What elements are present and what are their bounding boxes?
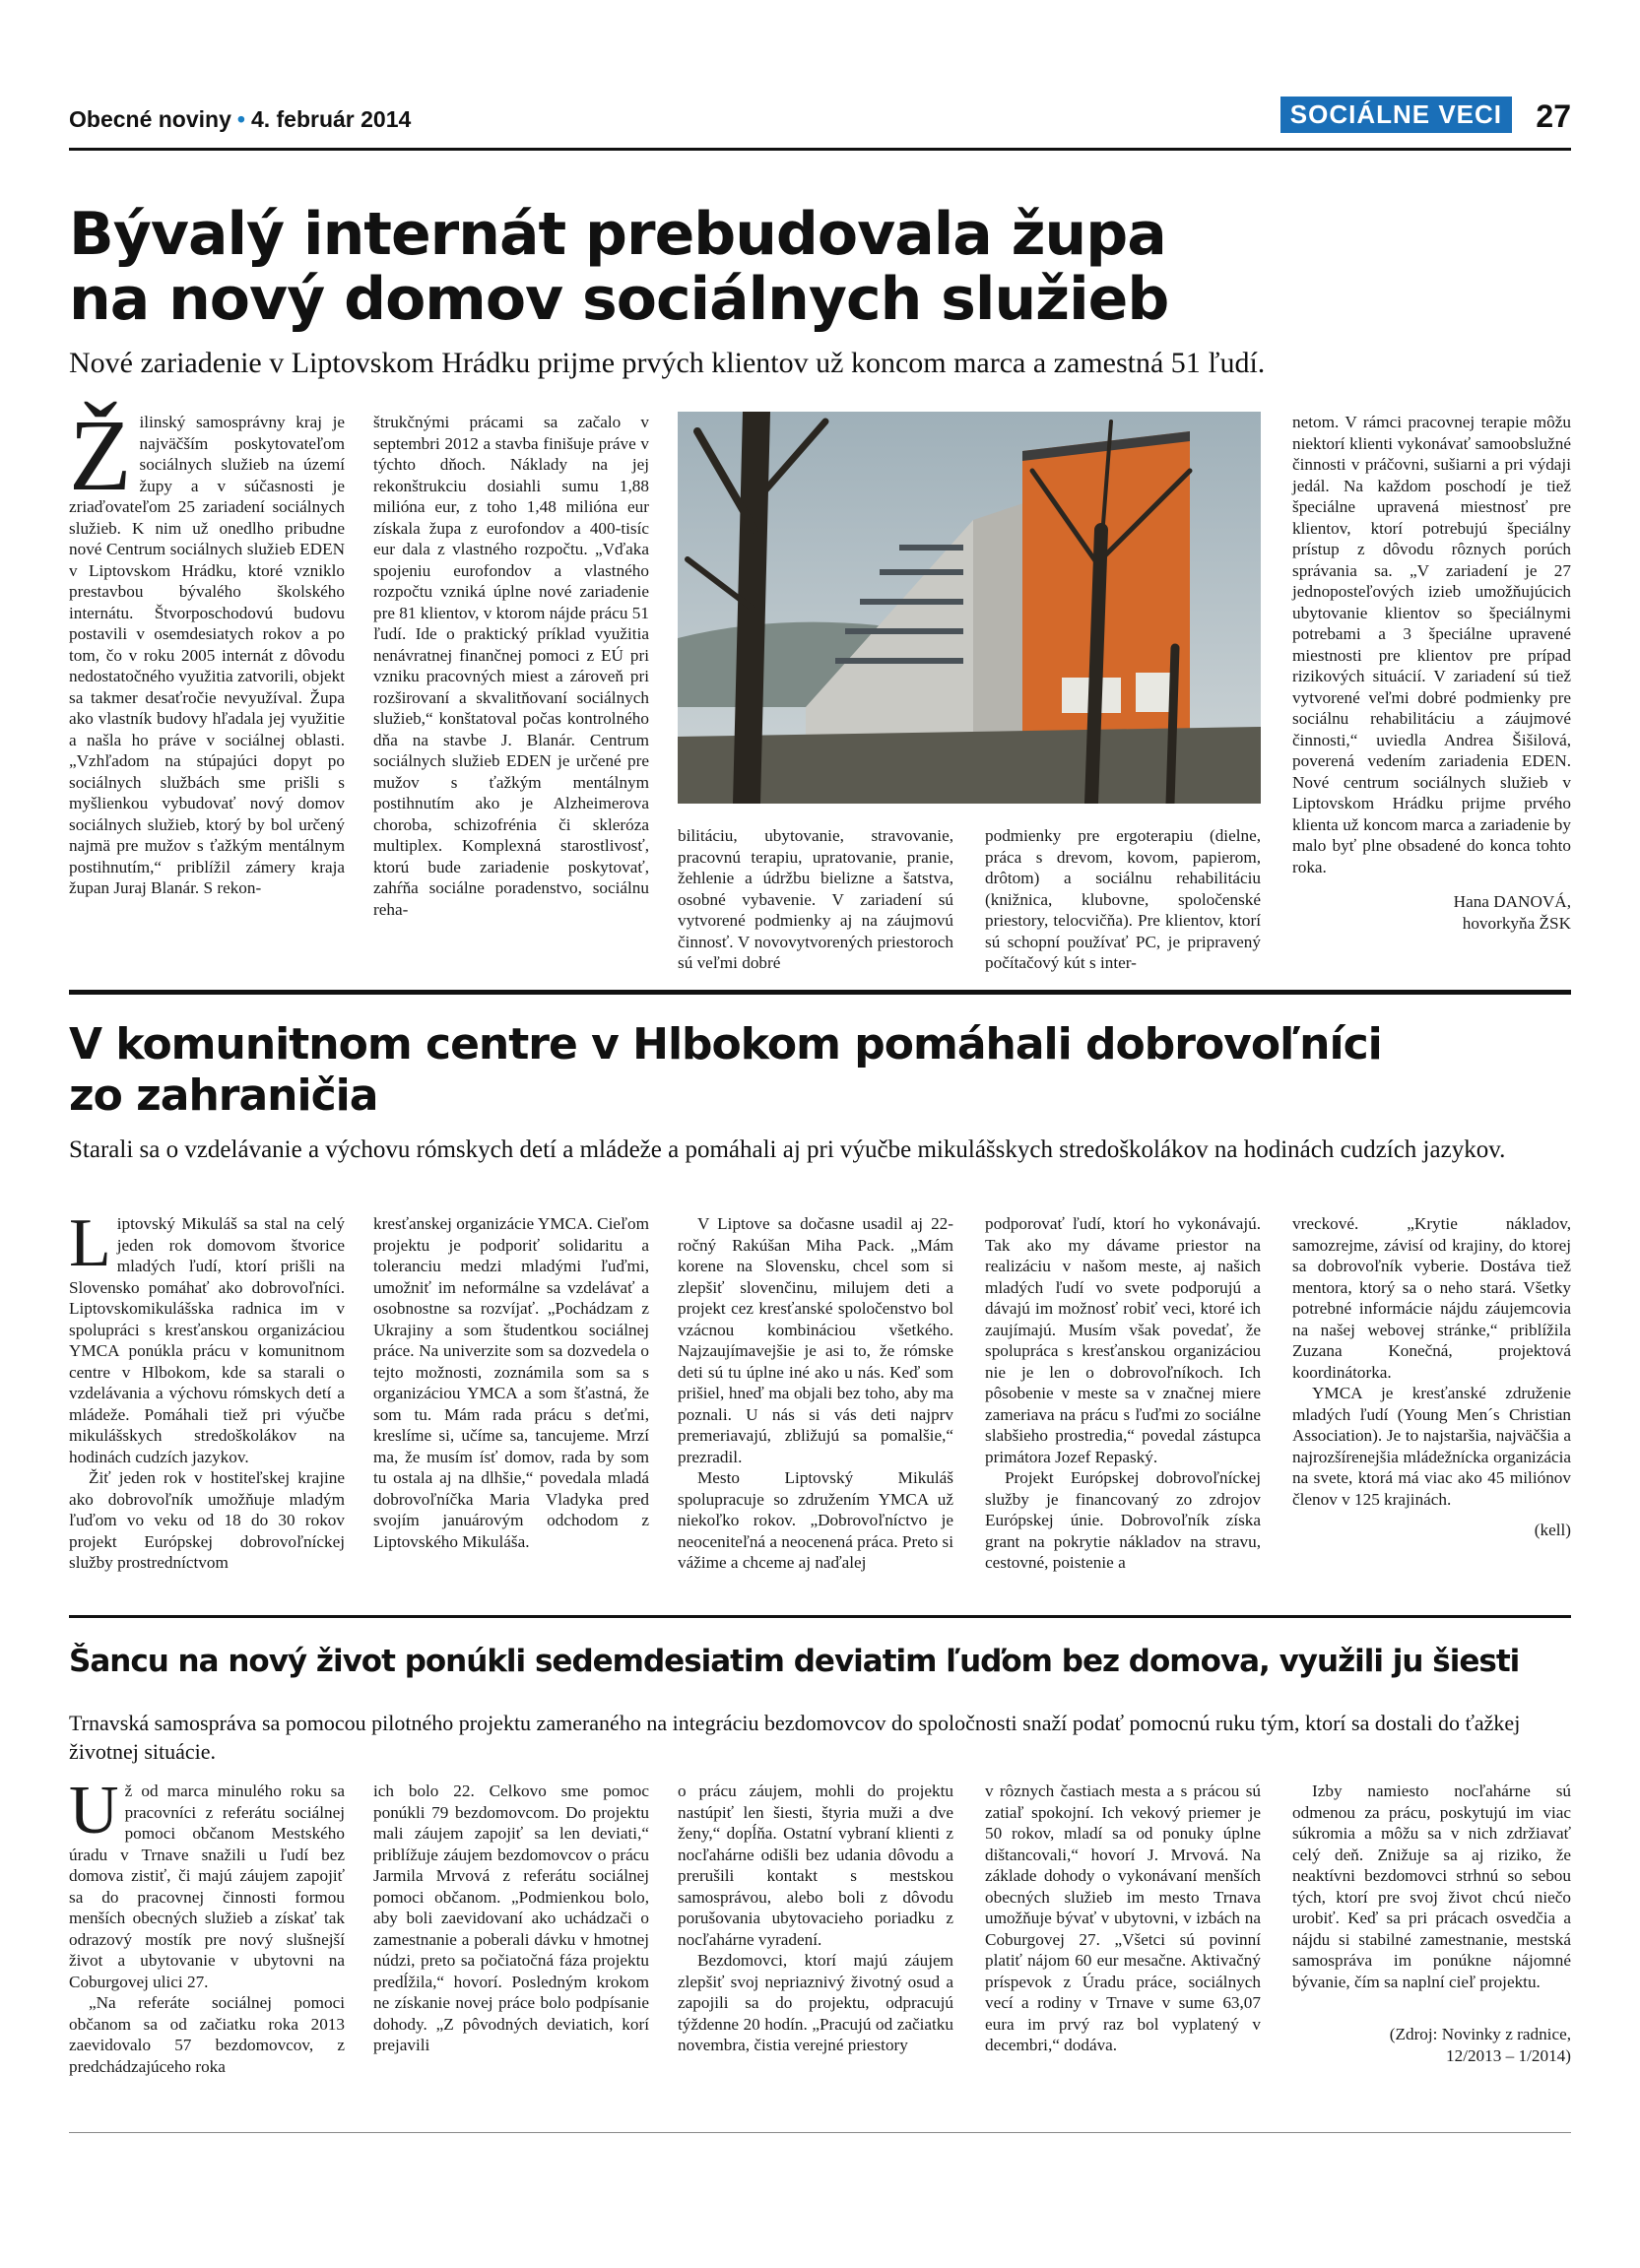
body-text: YMCA je kresťanské združenie mladých ľudí (Young Men´s Christian Association). Je to najstaršia, najväčšia a najrozšírenejšia mládežnícka organizácia na svete, ktorá má viac ako 45 miliónov členov v 125 krajinách. (1292, 1384, 1571, 1509)
article2-headline (69, 1019, 1571, 1122)
source-note (1292, 2024, 1571, 2066)
header-divider (69, 148, 1571, 151)
source-line: (Zdroj: Novinky z radnice, (1389, 2025, 1571, 2043)
article3-column-3 (678, 1781, 953, 2056)
building-photo-image (678, 412, 1261, 804)
article1-lead: Nové zariadenie v Liptovskom Hrádku prijme prvých klientov už koncom marca a zamestná 51 ľudí. (69, 347, 1266, 379)
issue-date: 4. február 2014 (250, 106, 412, 132)
body-text: V Liptove sa dočasne usadil aj 22-ročný Rakúšan Miha Pack. „Mám korene na Slovensku, chcel som si zlepšiť slovenčinu, milujem deti a projekt cez kresťanské spoločenstvo bol vzácnou kombináciou všetkého. Najzaujímavejšie je asi to, že rómske deti sú tu úplne iné ako u nás. Keď som prišiel, hneď ma objali bez toho, aby ma poznali. U nás si vás deti najprv premeriavajú, zbližujú sa pomalšie,“ prezradil. (678, 1214, 953, 1466)
article1-column-5 (1292, 412, 1571, 934)
page-number: 27 (1536, 98, 1571, 134)
article3-column-1 (69, 1773, 345, 2077)
headline-line: Bývalý internát prebudovala župa (69, 200, 1166, 269)
article2-column-4 (985, 1213, 1261, 1574)
article3-headline: Šancu na nový život ponúkli sedemdesiatim deviatim ľuďom bez domova, využili ju šiesti (69, 1644, 1520, 1679)
bullet-icon: • (236, 106, 245, 132)
article-divider (69, 1615, 1571, 1618)
article3-column-2: ich bolo 22. Celkovo sme pomoc ponúkli 79 bezdomovcom. Do projektu mali záujem zapojiť sa len deviati,“ priblížuje záujem bezdomovcov o prácu Jarmila Mrvová z referátu sociálnej pomoci občanom. „Podmienkou bolo, aby boli zaevidovaní ako uchádzači o zamestnanie a poberali dávku v hmotnej núdzi, preto sa počiatočná fáza projektu predĺžila,“ hovorí. Posledným krokom ne získanie novej práce bolo podpísanie dohody. „Z pôvodných deviatich, korí prejavili (373, 1782, 649, 2054)
article2-lead: Starali sa o vzdelávanie a výchovu rómskych detí a mládeže a pomáhali aj pri výučbe mikulášskych stredoškolákov na hodinách cudzích jazykov. (69, 1136, 1506, 1163)
author-signature: (kell) (1534, 1521, 1571, 1539)
page-bottom-rule (69, 2132, 1571, 2133)
body-text: Bezdomovci, ktorí majú záujem zlepšiť svoj nepriaznivý životný osud a zapojili sa do projektu, odpracujú týždenne 20 hodín. „Pracujú od začiatku novembra, čistia verejné priestory (678, 1951, 953, 2054)
drop-cap: Ž (69, 399, 132, 512)
article3-column-5 (1292, 1781, 1571, 2066)
author-name: Hana DANOVÁ, (1453, 892, 1571, 911)
source-line: 12/2013 – 1/2014) (1446, 2045, 1571, 2065)
article1-column-2: štrukčnými prácami sa začalo v septembri 2012 a stavba finišuje práve v týchto dňoch. Náklady na jej rekonštrukciu dosiahli sumu 1,88 milióna eur, z toho 1,48 milióna eur získala župa z eurofondov a 400-tisíc eur dala z vlastného rozpočtu. „Vďaka spojeniu eurofondov a vlastného rozpočtu vzniká úplne nové zariadenie pre 81 klientov, v ktorom nájde prácu 51 ľudí. Ide o praktický príklad využitia nenávratnej finančnej pomoci z EÚ pri vzniku pracovných miest a zároveň pri rozširovaní a skvalitňovaní sociálnych služieb,“ konštatoval počas kontrolného dňa na stavbe J. Blanár. Centrum sociálnych služieb EDEN je určené pre mužov s ťažkým mentálnym postihnutím ako je Alzheimerova choroba, schizofrénia či skleróza multiplex. Komplexná starostlivosť, ktorú bude zariadenie poskytovať, zahŕňa sociálne poradenstvo, sociálnu reha- (373, 413, 649, 919)
article2-column-2: kresťanskej organizácie YMCA. Cieľom projektu je podporiť solidaritu a toleranciu medzi mladými ľuďmi, umožniť im neformálne sa vzdelávať a osobnostne sa rozvíjať. „Pochádzam z Ukrajiny a som študentkou sociálnej práce. Na univerzite som sa dozvedela o tejto možnosti, zoznámila som sa s organizáciou YMCA a som šťastná, že som tu. Mám rada prácu s deťmi, kreslíme si, učíme sa, tancujeme. Mrzí ma, že musím ísť domov, rada by som tu ostala aj na dlhšie,“ povedala mladá dobrovoľníčka Maria Vladyka pred svojím januárovým odchodom z Liptovského Mikuláša. (373, 1214, 649, 1551)
drop-cap: U (69, 1773, 119, 1848)
section-label: SOCIÁLNE VECI (1280, 97, 1512, 133)
article-divider (69, 990, 1571, 995)
author-role: hovorkyňa ŽSK (1462, 913, 1571, 933)
headline-line: V komunitnom centre v Hlbokom pomáhali dobrovoľníci (69, 1019, 1382, 1069)
body-text: vreckové. „Krytie nákladov, samozrejme, závisí od krajiny, do ktorej sa dobrovoľník vyberie. Dostáva tiež mentora, ktorý sa o neho stará. Všetky potrebné informácie nájdu záujemcovia na našej webovej stránke,“ priblížila Zuzana Konečná, projektová koordinátorka. (1292, 1214, 1571, 1382)
masthead (69, 106, 411, 133)
body-text: ž od marca minulého roku sa pracovníci z referátu sociálnej pomoci občanom Mestského úradu v Trnave snažili u ľudí bez domova zistiť, či majú záujem zapojiť sa do pracovnej činnosti formou menších obecných služieb a získať tak odrazový mostík pre nový slušnejší život a ubytovanie v ubytovni na Coburgovej ulici 27. (69, 1782, 345, 1991)
article1-headline (69, 202, 1571, 332)
body-text: Projekt Európskej dobrovoľníckej služby je financovaný zo zdrojov Európskej únie. Dobrovoľník získa grant na pokrytie nákladov na stravu, cestovné, poistenie a (985, 1468, 1261, 1572)
body-text: podporovať ľudí, ktorí ho vykonávajú. Tak ako my dávame priestor na realizáciu v našom meste, aj našich mladých ľudí vo svete podporujú a dávajú im možnosť robiť veci, ktoré ich zaujímajú. Musím však povedať, že spolupráca s kresťanskou organizáciou nie je len o dobrovoľníkoch. Ich pôsobenie v meste sa v značnej miere zameriava na prácu s ľuďmi zo sociálne slabšieho prostredia,“ povedal zástupca primátora Jozef Repaský. (985, 1214, 1261, 1466)
building-photo (678, 412, 1261, 804)
article2-column-5 (1292, 1213, 1571, 1541)
article2-column-3 (678, 1213, 953, 1574)
article1-column-1 (69, 399, 345, 899)
body-text: netom. V rámci pracovnej terapie môžu niektorí klienti vykonávať samoobslužné činnosti v práčovni, sušiarni a pri výdaji jedál. Na každom poschodí je tiež špeciálne upravená miestnosť pre klientov, ktorí potrebujú špeciálny prístup z dôvodu rôznych porúch správania sa. „V zariadení je 27 jednoposteľových izieb umožňujúcich ubytovanie klientov so špeciálnymi potrebami a 3 špeciálne upravené miestnosti pre klientov pre prípad rizikových situácií. V zariadení sú tiež vytvorené veľmi dobré podmienky pre sociálnu rehabilitáciu a záujmové činnosti,“ uviedla Andrea Šišilová, poverená vedením zariadenia EDEN. Nové centrum sociálnych služieb v Liptovskom Hrádku prijme prvého klienta už koncom marca a zariadenie by malo byť plne obsadené do konca tohto roka. (1292, 413, 1571, 876)
article2-column-1 (69, 1205, 345, 1574)
article1-column-3: bilitáciu, ubytovanie, stravovanie, pracovnú terapiu, upratovanie, pranie, žehlenie a údržbu bielizne a šatstva, osobné vybavenie. V zariadení sú vytvorené podmienky aj na záujmovú činnosť. V novovytvorených priestoroch sú veľmi dobré (678, 826, 953, 972)
body-text: „Na referáte sociálnej pomoci občanom sa od začiatku roka 2013 zaevidovalo 57 bezdomovcov, z predchádzajúceho roka (69, 1993, 345, 2076)
article3-column-4: v rôznych častiach mesta a s prácou sú zatiaľ spokojní. Ich vekový priemer je 50 rokov, mladí sa od ponuky úplne dištancovali,“ hovorí J. Mrvová. Na základe dohody o vykonávaní menších obecných služieb im mesto Trnava umožňuje bývať v ubytovni, v izbách na Coburgovej 27. „Všetci sú povinní platiť nájom 60 eur mesačne. Aktivačný príspevok z Úradu práce, sociálnych vecí a rodiny v Trnave v sume 63,07 eura im prvý raz bol vyplatený v decembri,“ dodáva. (985, 1782, 1261, 2054)
body-text: Žiť jeden rok v hostiteľskej krajine ako dobrovoľník umožňuje mladým ľuďom vo veku od 18 do 30 rokov projekt Európskej dobrovoľníckej služby prostredníctvom (69, 1468, 345, 1572)
headline-line: na nový domov sociálnych služieb (69, 265, 1169, 334)
body-text: o prácu záujem, mohli do projektu nastúpiť len šiesti, štyria muži a dve ženy,“ dopĺňa. Ostatní vybraní klienti z nocľahárne odišli bez udania dôvodu a prerušili kontakt s mestskou samosprávou, alebo boli z dôvodu porušovania ubytovacieho poriadku z nocľahárne vyradení. (678, 1782, 953, 1949)
article1-column-4: podmienky pre ergoterapiu (dielne, práca s drevom, kovom, papierom, drôtom) a sociálnu rehabilitáciu (knižnica, klubovne, spoločenské priestory, telocvičňa). Pre klientov, ktorí sú schopní používať PC, je pripravený počítačový kút s inter- (985, 826, 1261, 972)
body-text: iptovský Mikuláš sa stal na celý jeden rok domovom štvorice mladých ľudí, ktorí prišli na Slovensko pomáhať ako dobrovoľníci. Liptovskomikulášska radnica im v spolupráci s kresťanskou organizáciou YMCA ponúkla prácu v komunitnom centre v Hlbokom, kde sa starali o vzdelávania a výchovu rómskych detí a mládeže. Pomáhali tiež pri výučbe mikulášskych stredoškolákov na hodinách cudzích jazykov. (69, 1214, 345, 1466)
body-text: Izby namiesto nocľahárne sú odmenou za prácu, poskytujú im viac súkromia a môžu sa v nich zdržiavať celý deň. Znižuje sa aj riziko, že neaktívni bezdomovci strhnú so sebou tých, ktorí pre svoj život chcú niečo urobiť. Keď sa pri prácach osvedčia a nájdu si stabilné zamestnanie, mestská samospráva im ponúkne nájomné bývanie, čím sa naplní cieľ projektu. (1292, 1782, 1571, 1991)
page-header (69, 97, 1571, 146)
drop-cap: L (69, 1205, 111, 1281)
article3-lead: Trnavská samospráva sa pomocou pilotného projektu zameraného na integráciu bezdomovcov do spoločnosti snaží podať pomocnú ruku tým, ktorí sa dostali do ťažkej životnej situácie. (69, 1711, 1521, 1764)
publication-name: Obecné noviny (69, 106, 231, 132)
body-text: ilinský samosprávny kraj je najväčším poskytovateľom sociálnych služieb na území župy a v súčasnosti je zriaďovateľom 25 zariadení sociálnych služieb. K nim už onedlho pribudne nové Centrum sociálnych služieb EDEN v Liptovskom Hrádku, ktoré vzniklo prestavbou bývalého školského internátu. Štvorposchodovú budovu postavili v osemdesiatych rokov a po tom, čo v roku 2005 internát z dôvodu nedostatočného využitia zatvorili, objekt sa takmer desaťročie nevyužíval. Župa ako vlastník budovy hľadala jej využitie a našla ho práve v sociálnej oblasti. „Vzhľadom na stúpajúci dopyt po sociálnych službách sme prišli s myšlienkou vybudovať nový domov sociálnych služieb, ktorý by bol určený najmä pre mužov s ťažkým mentálnym postihnutím,“ priblížil zámery kraja župan Juraj Blanár. S rekon- (69, 413, 345, 897)
headline-line: zo zahraničia (69, 1070, 378, 1121)
author-signature (1292, 891, 1571, 934)
body-text: Mesto Liptovský Mikuláš spolupracuje so združením YMCA už niekoľko rokov. „Dobrovoľníctvo je neoceniteľná a neocenená práca. Preto si vážime a chceme aj naďalej (678, 1468, 953, 1572)
